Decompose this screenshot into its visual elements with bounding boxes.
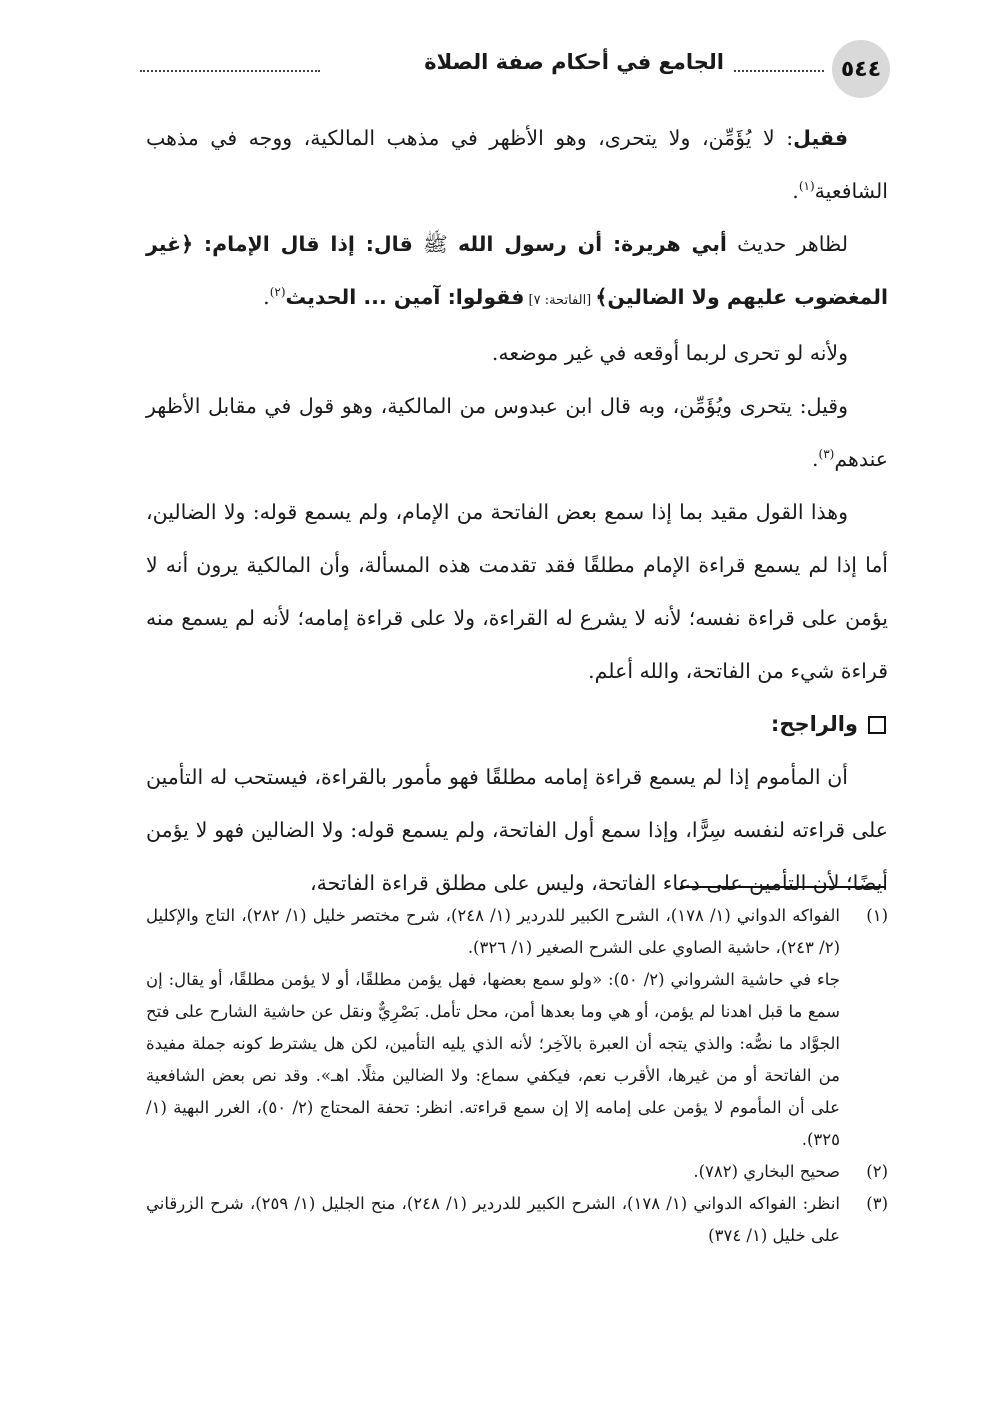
footnote-number: (٣): [866, 1194, 888, 1213]
page-number: ٥٤٤: [832, 40, 890, 98]
footnote-body: [146, 1156, 840, 1188]
footnote-ref-1: (١): [798, 179, 815, 194]
footnote-number: (٢): [866, 1162, 888, 1181]
footnote-body: [146, 900, 840, 1156]
page-header: [140, 40, 890, 100]
footnote-body: [146, 1188, 840, 1252]
heading-text: والراجح:: [770, 712, 858, 736]
footnote-2: [146, 1156, 888, 1188]
footnote-3: [146, 1188, 888, 1252]
book-title: الجامع في أحكام صفة الصلاة: [424, 50, 724, 74]
paragraph-text: : لا يُؤَمِّن، ولا يتحرى، وهو الأظهر في مذهب المالكية، ووجه في مذهب الشافعية: [146, 126, 888, 203]
paragraph-5: وهذا القول مقيد بما إذا سمع بعض الفاتحة من الإمام، ولم يسمع قوله: ولا الضالين، أما إذا لم يسمع قراءة الإمام مطلقًا فقد تقدمت هذه المسألة، وأن المالكية يرون أنه لا يؤمن على قراءة نفسه؛ لأنه لا يشرع له القراءة، ولا على قراءة إمامه؛ لأنه لم يسمع منه قراءة شيء من الفاتحة، والله أعلم.: [146, 500, 888, 683]
footnote-ref-2: (٢): [269, 285, 286, 300]
paragraph-6: أن المأموم إذا لم يسمع قراءة إمامه مطلقًا فهو مأمور بالقراءة، فيستحب له التأمين على قراءته لنفسه سِرًّا، وإذا سمع أول الفاتحة، ولم يسمع قوله: ولا الضالين فهو لا يؤمن أيضًا؛ لأن التأمين على دعاء الفاتحة، وليس على مطلق قراءة الفاتحة،: [146, 765, 888, 895]
hadith-text-end: فقولوا: آمين ... الحديث: [285, 285, 525, 309]
footnote-line: صحيح البخاري (٧٨٢).: [693, 1162, 840, 1181]
paragraph-text: لظاهر حديث: [726, 232, 848, 256]
main-text: [146, 112, 888, 910]
footnotes: [146, 900, 888, 1252]
salutation: ﷺ: [412, 232, 458, 256]
footnote-separator: [680, 886, 886, 888]
hadith-text: قال: إذا قال الإمام: ﴿غير المغضوب عليهم ولا الضالين﴾: [146, 232, 888, 309]
footnote-number: (١): [866, 906, 888, 925]
footnote-1: [146, 900, 888, 1156]
hadith-narrator: أبي هريرة: أن رسول الله: [457, 232, 727, 256]
paragraph-2: لظاهر حديث أبي هريرة: أن رسول الله ﷺ قال: إذا قال الإمام: ﴿غير المغضوب عليهم ولا الضالين﴾ [الفاتحة: ٧] فقولوا: آمين ... الحديث$^{(٢)}$.: [146, 232, 888, 309]
header-dotted-rule-right: [734, 70, 824, 72]
paragraph-1: فقيل: لا يُؤَمِّن، ولا يتحرى، وهو الأظهر في مذهب المالكية، ووجه في مذهب الشافعية$^{(١)}$.: [146, 126, 888, 203]
paragraph-text: وقيل: يتحرى ويُؤَمِّن، وبه قال ابن عبدوس من المالكية، وهو قول في مقابل الأظهر عندهم: [146, 394, 888, 471]
footnote-line: جاء في حاشية الشرواني (٢/ ٥٠): «ولو سمع بعضها، فهل يؤمن مطلقًا، أو لا يؤمن مطلقًا، أو يقال: إن سمع ما قبل اهدنا لم يؤمن، أو هي وما بعدها أمن، محل تأمل. بَصْرِيٌّ ونقل عن حاشية الشارح على فتح الجوَّاد ما نصُّه: والذي يتجه أن العبرة بالآخِر؛ لأنه الذي يليه التأمين، لكن هل يشترط كونه جملة مفيدة من الفاتحة أو من غيرها، الأقرب نعم، فيكفي سماع: ولا الضالين مثلًا. اهـ». وقد نص بعض الشافعية على أن المأموم لا يؤمن على إمامه إلا إن سمع قراءته. انظر: تحفة المحتاج (٢/ ٥٠)، الغرر البهية (١/ ٣٢٥).: [146, 970, 841, 1149]
footnote-line: انظر: الفواكه الدواني (١/ ١٧٨)، الشرح الكبير للدردير (١/ ٢٤٨)، منح الجليل (١/ ٢٥٩)، شرح الزرقاني على خليل (١/ ٣٧٤): [146, 1194, 840, 1245]
paragraph-3: ولأنه لو تحرى لربما أوقعه في غير موضعه.: [491, 341, 848, 365]
footnote-line: الفواكه الدواني (١/ ١٧٨)، الشرح الكبير للدردير (١/ ٢٤٨)، شرح مختصر خليل (١/ ٢٨٢)، التاج والإكليل (٢/ ٢٤٣)، حاشية الصاوي على الشرح الصغير (١/ ٣٢٦).: [146, 906, 840, 957]
paragraph-4: وقيل: يتحرى ويُؤَمِّن، وبه قال ابن عبدوس من المالكية، وهو قول في مقابل الأظهر عندهم$^{(٣)}$.: [146, 394, 888, 471]
quran-reference: [الفاتحة: ٧]: [524, 293, 596, 308]
footnote-ref-3: (٣): [818, 447, 835, 462]
header-dotted-rule-left: [140, 70, 320, 72]
bold-lead: فقيل: [793, 126, 848, 150]
section-heading: [146, 698, 888, 751]
square-bullet-icon: [868, 716, 886, 734]
